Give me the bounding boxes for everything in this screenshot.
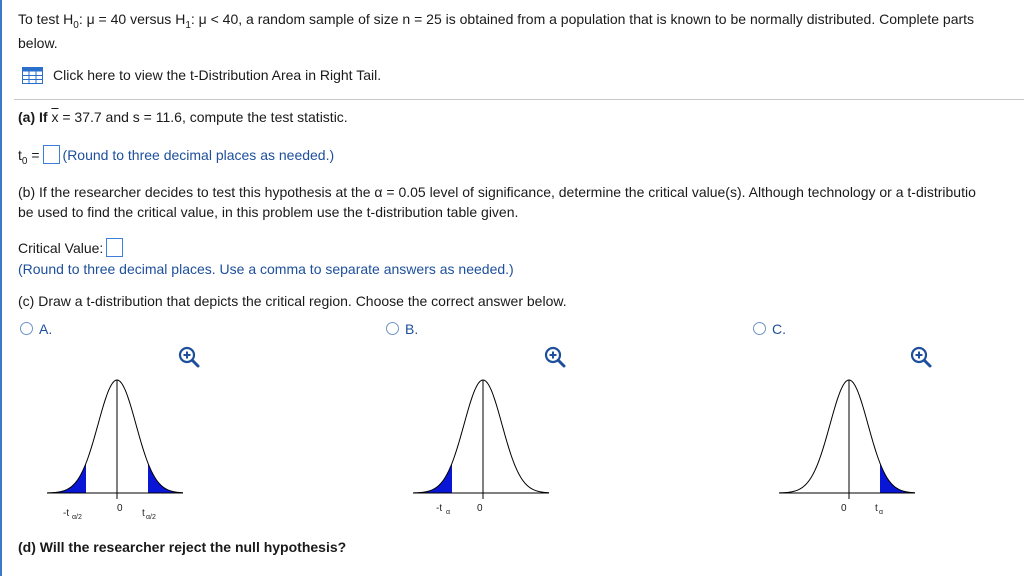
t-distribution-chart-c bbox=[777, 368, 927, 523]
tick-neg-t-alpha-half: -t bbox=[63, 508, 70, 519]
t-distribution-curve bbox=[413, 380, 549, 493]
tick-t-alpha-sub: α bbox=[879, 509, 884, 516]
intro-line-1: To test $H_0$: μ = 40 versus $H_1$: μ < 40, a random sample of size n = 25 is obtained from a population that is known to be normally distributed. Complete parts bbox=[18, 11, 975, 31]
t-distribution-chart-b bbox=[411, 368, 561, 523]
tick-t-alpha-half: t bbox=[142, 508, 145, 519]
part-c-question: (c) Draw a t-distribution that depicts the critical region. Choose the correct answer below. bbox=[18, 293, 567, 309]
left-critical-region bbox=[413, 463, 452, 493]
radio-circle-c bbox=[753, 322, 766, 335]
zoom-in-icon[interactable] bbox=[178, 346, 200, 368]
part-d-question: (d) Will the researcher reject the null hypothesis? bbox=[18, 539, 347, 555]
left-critical-region bbox=[47, 463, 86, 493]
t-distribution-chart-a bbox=[45, 368, 195, 523]
part-a-hint: (Round to three decimal places as needed.) bbox=[62, 147, 335, 163]
section-divider bbox=[14, 99, 1024, 100]
critical-value-label: Critical Value: bbox=[18, 240, 104, 256]
test-statistic-input[interactable] bbox=[43, 145, 60, 164]
option-c-radio[interactable]: C. bbox=[753, 320, 786, 338]
tick-neg-t-alpha-sub: α bbox=[446, 509, 451, 516]
table-icon bbox=[22, 67, 43, 88]
part-b-hint: (Round to three decimal places. Use a comma to separate answers as needed.) bbox=[18, 261, 514, 277]
part-b-question-line-1: (b) If the researcher decides to test this hypothesis at the α = 0.05 level of significance, determine the critical value(s). Although technology or a t-distributio bbox=[18, 184, 976, 200]
tick-zero: 0 bbox=[477, 503, 483, 514]
tick-t-alpha-half-sub: α/2 bbox=[146, 514, 156, 521]
part-a-answer-row bbox=[18, 145, 334, 167]
zoom-in-icon[interactable] bbox=[544, 346, 566, 368]
zoom-in-icon[interactable] bbox=[910, 346, 932, 368]
part-b-question-line-2: be used to find the critical value, in this problem use the t-distribution table given. bbox=[18, 204, 519, 220]
radio-circle-b bbox=[386, 322, 399, 335]
t-distribution-curve bbox=[779, 380, 915, 493]
critical-value-row bbox=[18, 238, 126, 257]
option-a-radio[interactable]: A. bbox=[20, 320, 52, 338]
option-b-radio[interactable]: B. bbox=[386, 320, 418, 338]
t-table-link-label: Click here to view the t-Distribution Area in Right Tail. bbox=[53, 67, 382, 83]
tick-neg-t-alpha-half-sub: α/2 bbox=[72, 514, 82, 521]
t-distribution-curve bbox=[47, 380, 183, 493]
tick-neg-t-alpha: -t bbox=[436, 503, 443, 514]
tick-t-alpha: t bbox=[875, 503, 878, 514]
tick-zero: 0 bbox=[841, 503, 847, 514]
tick-zero: 0 bbox=[117, 503, 123, 514]
t-table-link[interactable] bbox=[22, 66, 381, 88]
critical-value-input[interactable] bbox=[106, 238, 123, 257]
radio-circle-a bbox=[20, 322, 33, 335]
part-a-question: (a) If $\overline{x} = 37.7$ and s = 11.6, compute the test statistic. bbox=[18, 109, 348, 125]
test-statistic-label: $t_0$ = bbox=[18, 147, 40, 167]
intro-line-2: below. bbox=[18, 35, 58, 51]
left-accent-bar bbox=[0, 0, 2, 576]
